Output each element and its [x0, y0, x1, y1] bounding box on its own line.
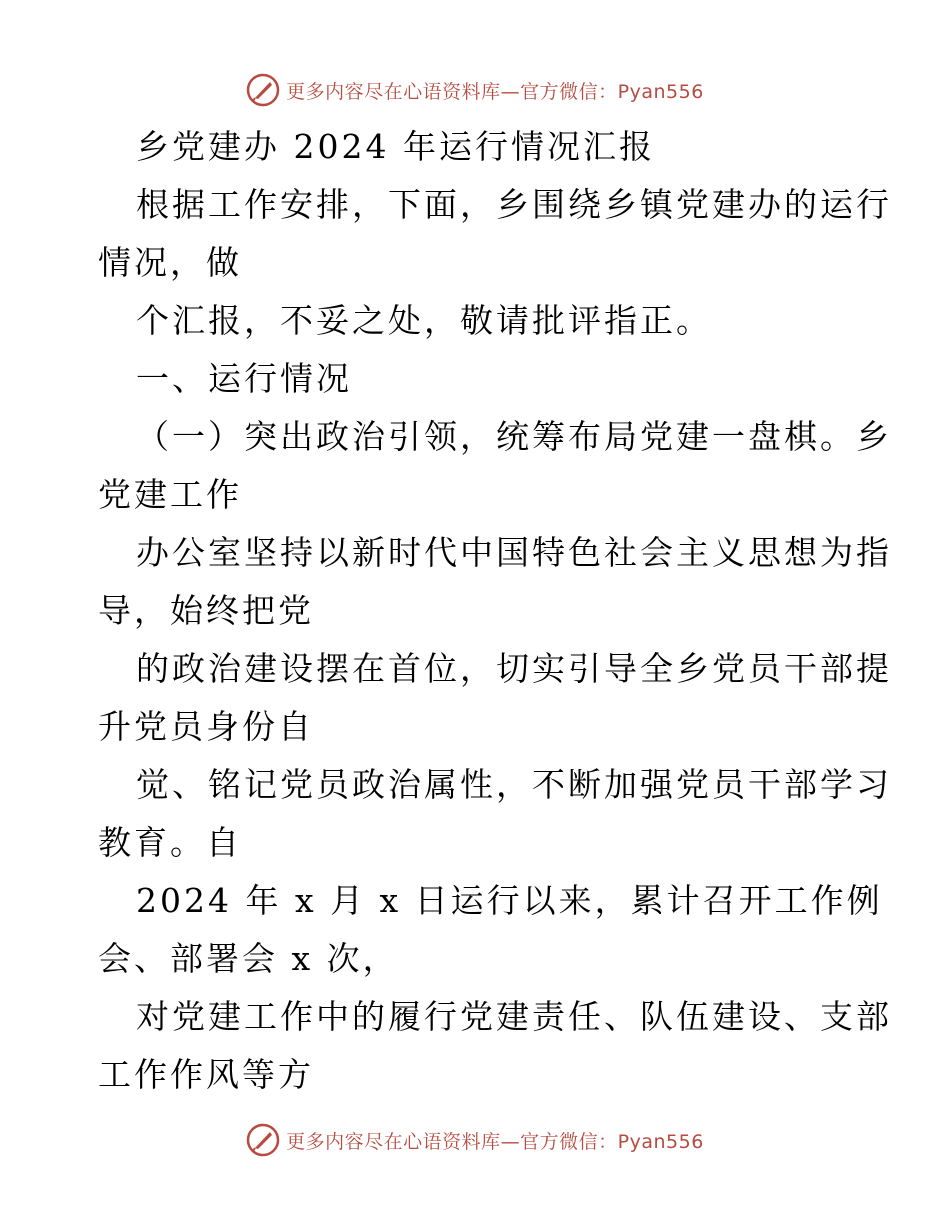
paragraph-line: 的政治建设摆在首位，切实引导全乡党员干部提	[136, 649, 892, 688]
paragraph-line: 觉、铭记党员政治属性，不断加强党员干部学习	[136, 765, 892, 804]
paragraph-line: 会、部署会 x 次，	[98, 939, 399, 978]
paragraph-line: 2024 年 x 月 x 日运行以来，累计召开工作例	[136, 881, 883, 920]
feather-pen-logo-icon	[246, 1123, 280, 1157]
paragraph-line: 工作作风等方	[98, 1055, 314, 1094]
paragraph-line: 办公室坚持以新时代中国特色社会主义思想为指	[136, 533, 892, 572]
subsection-heading: （一）突出政治引领，统筹布局党建一盘棋。乡	[136, 417, 892, 456]
watermark-banner-bottom	[0, 1120, 950, 1160]
document-title: 乡党建办 2024 年运行情况汇报	[136, 127, 655, 166]
feather-pen-logo-icon	[246, 73, 280, 107]
paragraph-line: 升党员身份自	[98, 707, 314, 746]
watermark-banner-top	[0, 70, 950, 110]
paragraph-line: 导，始终把党	[98, 591, 314, 630]
paragraph-line: 教育。自	[98, 823, 242, 862]
section-heading: 一、运行情况	[136, 359, 352, 398]
watermark-text: 更多内容尽在心语资料库—官方微信：Pyan556	[286, 80, 704, 103]
paragraph-line: 情况，做	[98, 243, 242, 282]
paragraph-line: 根据工作安排，下面，乡围绕乡镇党建办的运行	[136, 185, 892, 224]
paragraph-line: 对党建工作中的履行党建责任、队伍建设、支部	[136, 997, 892, 1036]
watermark-text: 更多内容尽在心语资料库—官方微信：Pyan556	[286, 1130, 704, 1153]
paragraph-line: 党建工作	[98, 475, 242, 514]
paragraph-line: 个汇报，不妥之处，敬请批评指正。	[136, 301, 712, 340]
document-body	[98, 118, 892, 1104]
